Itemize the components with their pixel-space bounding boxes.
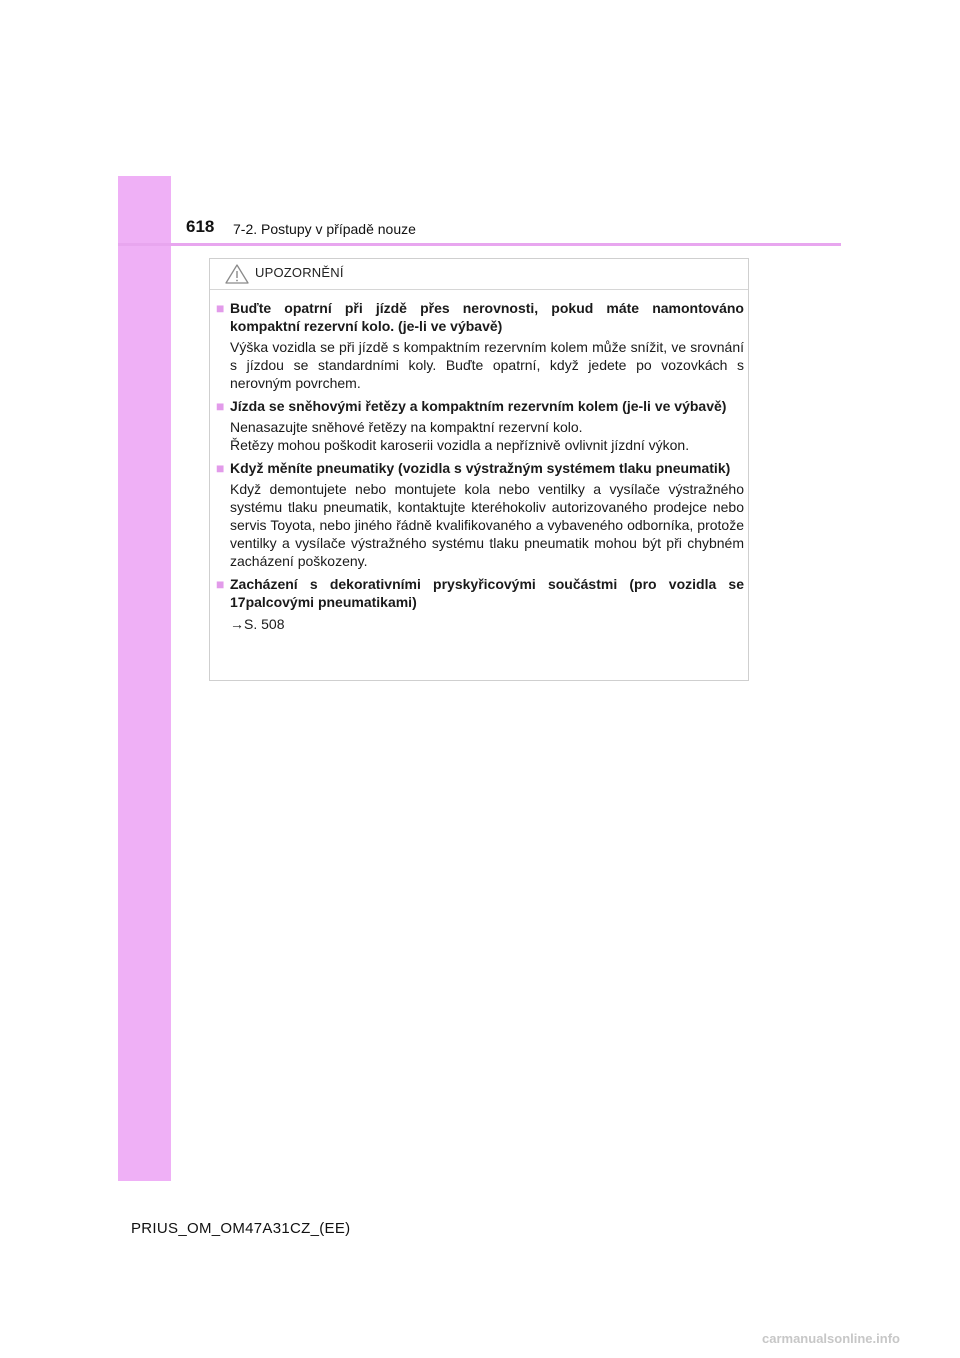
warning-item-text: Když demontujete nebo montujete kola nebo ventilky a vysílače výstražného systému tlaku pneumatik, kontaktujte kteréhokoliv autorizovaného prodejce nebo servis Toyota, nebo jiného řádně kvalifikovaného a vybaveného odborníka, protože ventilky a vysílače výstražného systému tlaku pneumatik mohou být při chybném zacházení poškozeny. <box>230 481 744 569</box>
warning-item-text: Nenasazujte sněhové řetězy na kompaktní rezervní kolo. <box>230 419 583 435</box>
document-code: PRIUS_OM_OM47A31CZ_(EE) <box>131 1220 351 1237</box>
section-title: 7-2. Postupy v případě nouze <box>233 221 416 237</box>
watermark: carmanualsonline.info <box>762 1331 900 1346</box>
warning-header <box>210 259 748 290</box>
warning-triangle-icon <box>224 263 250 285</box>
warning-item-title: Když měníte pneumatiky (vozidla s výstražným systémem tlaku pneumatik) <box>230 460 731 476</box>
warning-item-text: Řetězy mohou poškodit karoserii vozidla a nepříznivě ovlivnit jízdní výkon. <box>230 437 690 453</box>
warning-item-title: Zacházení s dekorativními pryskyřicovými součástmi (pro vozidla se 17palcovými pneumatikami) <box>230 576 744 610</box>
warning-item-title: Jízda se sněhovými řetězy a kompaktním rezervním kolem (je-li ve výbavě) <box>230 398 727 414</box>
warning-box <box>209 258 749 681</box>
warning-item-title: Buďte opatrní při jízdě přes nerovnosti, pokud máte namontováno kompaktní rezervní kolo. (je-li ve výbavě) <box>230 300 744 334</box>
warning-item <box>216 299 744 392</box>
chapter-side-bar <box>118 176 171 1181</box>
header-divider <box>118 243 841 246</box>
warning-item-text: Výška vozidla se při jízdě s kompaktním rezervním kolem může snížit, ve srovnání s jízdou se standardními koly. Buďte opatrní, když jedete po vozovkách s nerovným povrchem. <box>230 339 744 391</box>
warning-body <box>216 299 744 638</box>
square-bullet-icon: ■ <box>216 300 225 316</box>
warning-title: UPOZORNĚNÍ <box>255 265 344 280</box>
square-bullet-icon: ■ <box>216 398 225 414</box>
warning-item <box>216 459 744 570</box>
page-number: 618 <box>186 217 215 236</box>
square-bullet-icon: ■ <box>216 576 225 592</box>
square-bullet-icon: ■ <box>216 460 225 476</box>
warning-item <box>216 397 744 454</box>
warning-item <box>216 575 744 633</box>
page-reference-link[interactable]: →S. 508 <box>230 616 285 632</box>
